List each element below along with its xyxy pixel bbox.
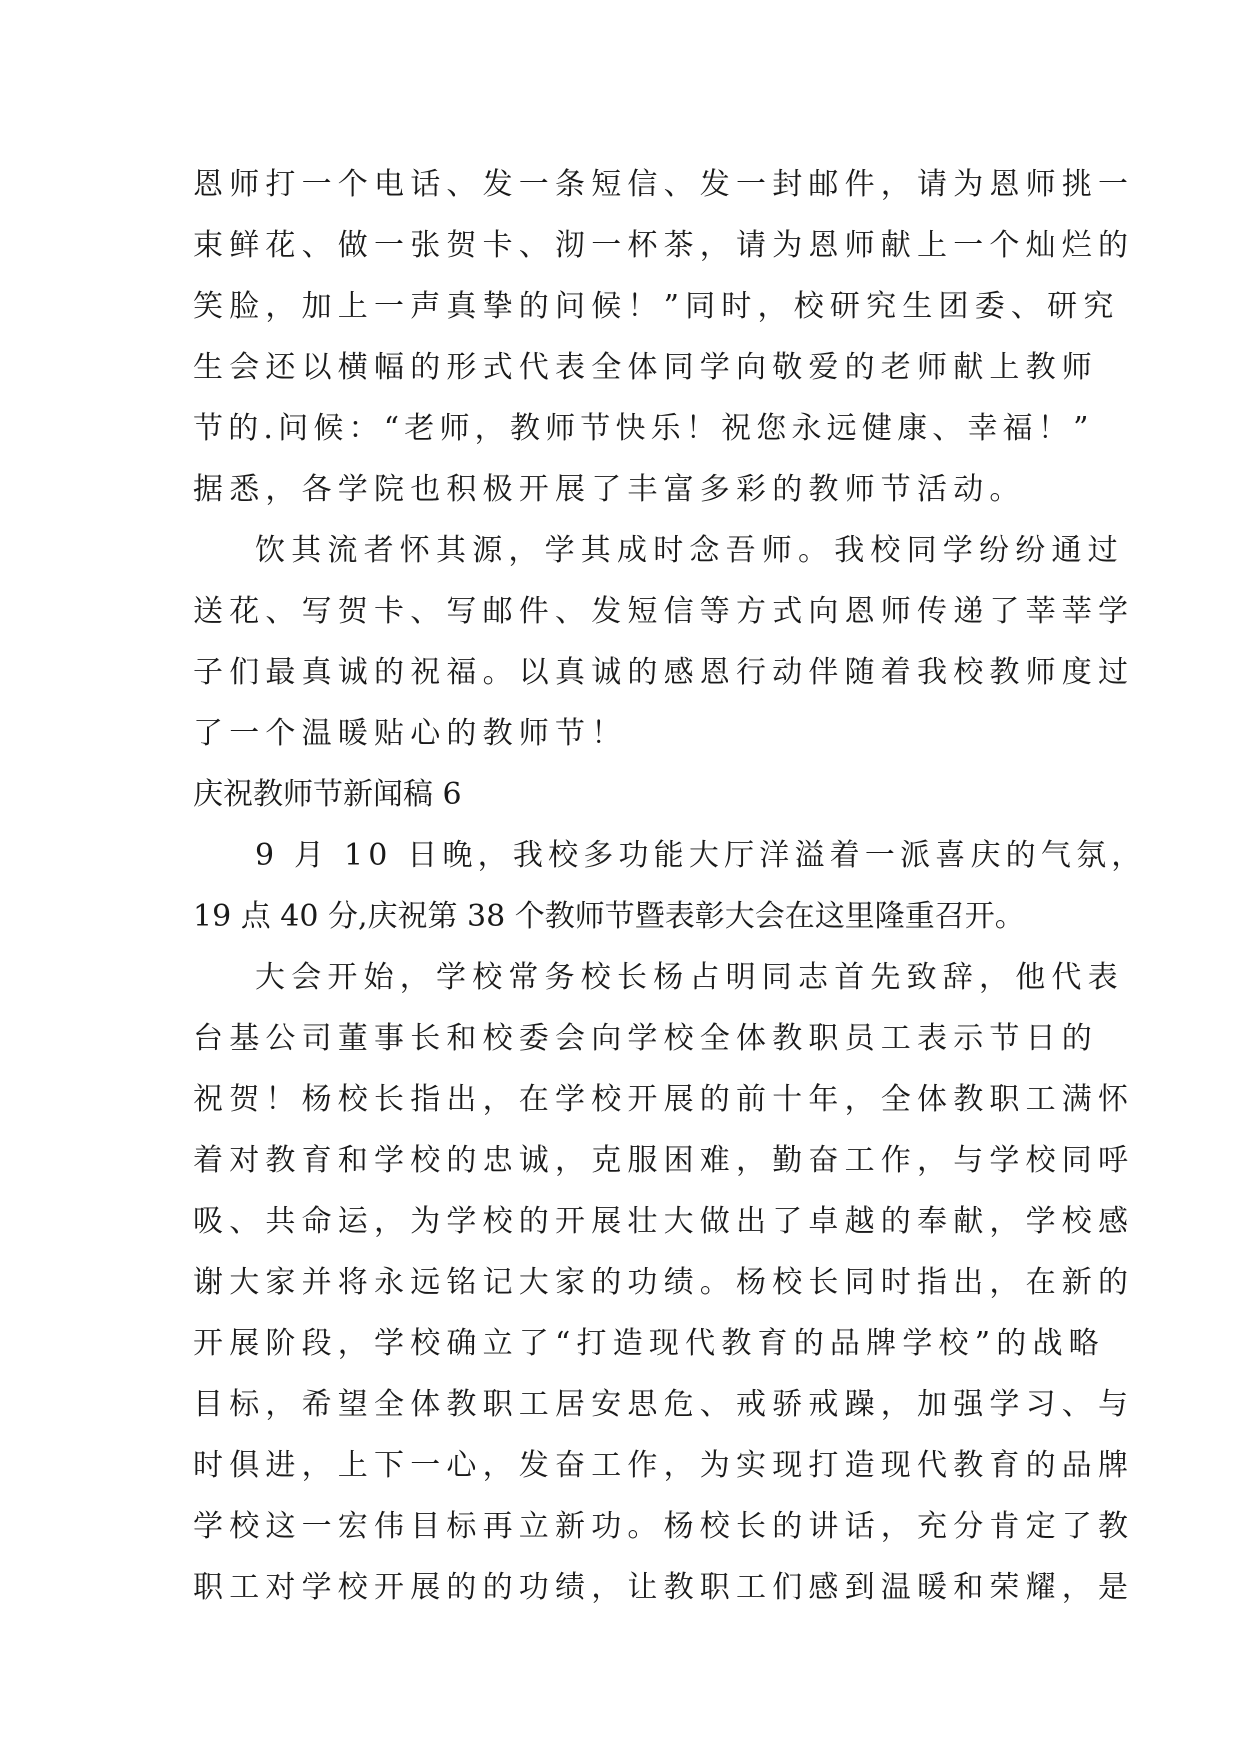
paragraph-start-line: 9 月 10 日晚，我校多功能大厅洋溢着一派喜庆的气氛， — [255, 838, 1147, 873]
text-line: 子们最真诚的祝福。以真诚的感恩行动伴随着我校教师度过 — [193, 655, 1135, 690]
article-body — [193, 154, 1147, 1618]
text-line: 时俱进，上下一心，发奋工作，为实现打造现代教育的品牌 — [193, 1448, 1135, 1483]
text-line: 学校这一宏伟目标再立新功。杨校长的讲话，充分肯定了教 — [193, 1509, 1135, 1544]
text-line: 开展阶段，学校确立了“打造现代教育的品牌学校”的战略 — [193, 1326, 1105, 1361]
text-line: 据悉，各学院也积极开展了丰富多彩的教师节活动。 — [193, 472, 1026, 507]
text-line: 着对教育和学校的忠诚，克服困难，勤奋工作，与学校同呼 — [193, 1143, 1135, 1178]
text-line: 送花、写贺卡、写邮件、发短信等方式向恩师传递了莘莘学 — [193, 594, 1135, 629]
text-line: 19 点 40 分,庆祝第 38 个教师节暨表彰大会在这里隆重召开。 — [193, 899, 1025, 934]
paragraph-start-line: 饮其流者怀其源，学其成时念吾师。我校同学纷纷通过 — [255, 533, 1124, 568]
text-line: 祝贺！杨校长指出，在学校开展的前十年，全体教职工满怀 — [193, 1082, 1135, 1117]
text-line: 生会还以横幅的形式代表全体同学向敬爱的老师献上教师 — [193, 350, 1098, 385]
section-heading: 庆祝教师节新闻稿 6 — [193, 777, 462, 812]
text-line: 职工对学校开展的的功绩，让教职工们感到温暖和荣耀，是 — [193, 1570, 1135, 1605]
text-line: 束鲜花、做一张贺卡、沏一杯茶，请为恩师献上一个灿烂的 — [193, 228, 1135, 263]
text-line: 台基公司董事长和校委会向学校全体教职员工表示节日的 — [193, 1021, 1098, 1056]
text-line: 目标，希望全体教职工居安思危、戒骄戒躁，加强学习、与 — [193, 1387, 1135, 1422]
paragraph-start-line: 大会开始，学校常务校长杨占明同志首先致辞，他代表 — [255, 960, 1124, 995]
text-line: 节的.问候：“老师，教师节快乐！祝您永远健康、幸福！” — [193, 411, 1094, 446]
text-line: 恩师打一个电话、发一条短信、发一封邮件，请为恩师挑一 — [193, 167, 1135, 202]
text-line: 谢大家并将永远铭记大家的功绩。杨校长同时指出，在新的 — [193, 1265, 1135, 1300]
text-line: 笑脸，加上一声真挚的问候！”同时，校研究生团委、研究 — [193, 289, 1120, 324]
text-line: 了一个温暖贴心的教师节！ — [193, 716, 628, 751]
text-line: 吸、共命运，为学校的开展壮大做出了卓越的奉献，学校感 — [193, 1204, 1135, 1239]
